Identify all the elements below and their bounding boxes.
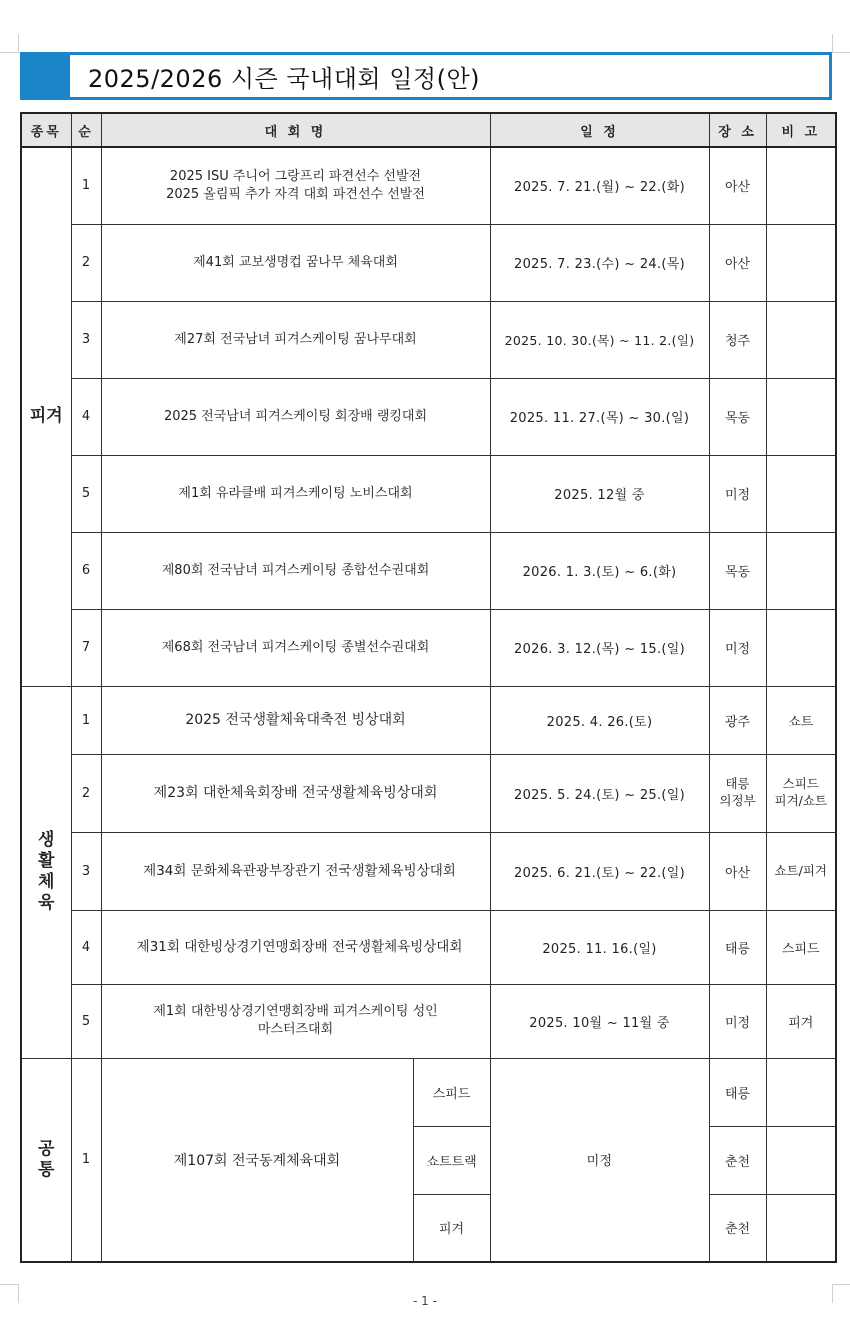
event-date: 2026. 1. 3.(토) ~ 6.(화) (490, 532, 709, 609)
header-venue: 장 소 (709, 113, 766, 147)
event-name: 제41회 교보생명컵 꿈나무 체육대회 (101, 224, 490, 301)
table-row (21, 147, 836, 224)
event-date: 2025. 5. 24.(토) ~ 25.(일) (490, 754, 709, 832)
category-recreational: 생 활 체 육 (21, 686, 71, 1058)
event-date: 2025. 10월 ~ 11월 중 (490, 984, 709, 1058)
row-no: 3 (71, 301, 101, 378)
row-no: 1 (71, 686, 101, 754)
event-venue: 청주 (709, 301, 766, 378)
event-date: 2025. 12월 중 (490, 455, 709, 532)
event-note: 피겨 (766, 984, 836, 1058)
event-venue: 목동 (709, 378, 766, 455)
event-venue: 춘천 (709, 1194, 766, 1262)
event-date: 2025. 11. 16.(일) (490, 910, 709, 984)
header-row (21, 113, 836, 147)
page-title: 2025/2026 시즌 국내대회 일정(안) (88, 64, 481, 93)
event-note: 스피드 피겨/쇼트 (766, 754, 836, 832)
table-row (21, 686, 836, 754)
event-name: 제31회 대한빙상경기연맹회장배 전국생활체육빙상대회 (101, 910, 490, 984)
crop-mark-top-left (0, 34, 19, 53)
event-note (766, 147, 836, 224)
title-accent-bar (22, 55, 70, 97)
event-name: 2025 ISU 주니어 그랑프리 파견선수 선발전 2025 올림픽 추가 자격 대회 파견선수 선발전 (101, 147, 490, 224)
event-name: 제34회 문화체육관광부장관기 전국생활체육빙상대회 (101, 832, 490, 910)
event-venue: 태릉 의정부 (709, 754, 766, 832)
schedule-table (20, 112, 837, 1263)
event-note (766, 609, 836, 686)
event-note (766, 224, 836, 301)
table-row (21, 532, 836, 609)
table-row (21, 224, 836, 301)
event-name: 2025 전국생활체육대축전 빙상대회 (101, 686, 490, 754)
event-venue: 광주 (709, 686, 766, 754)
event-date: 2025. 7. 21.(월) ~ 22.(화) (490, 147, 709, 224)
category-common: 공 통 (21, 1058, 71, 1262)
event-note: 쇼트/피겨 (766, 832, 836, 910)
event-name: 제27회 전국남녀 피겨스케이팅 꿈나무대회 (101, 301, 490, 378)
row-no: 7 (71, 609, 101, 686)
event-date: 미정 (490, 1058, 709, 1262)
header-date: 일 정 (490, 113, 709, 147)
table-row (21, 832, 836, 910)
event-note: 스피드 (766, 910, 836, 984)
page-number: - 1 - (413, 1294, 437, 1308)
event-venue: 미정 (709, 984, 766, 1058)
event-name: 제23회 대한체육회장배 전국생활체육빙상대회 (101, 754, 490, 832)
header-category: 종목 (21, 113, 71, 147)
table-row (21, 754, 836, 832)
event-date: 2025. 7. 23.(수) ~ 24.(목) (490, 224, 709, 301)
row-no: 1 (71, 147, 101, 224)
header-note: 비 고 (766, 113, 836, 147)
table-row (21, 984, 836, 1058)
event-note (766, 532, 836, 609)
event-name: 제68회 전국남녀 피겨스케이팅 종별선수권대회 (101, 609, 490, 686)
sub-event: 쇼트트랙 (413, 1126, 490, 1194)
event-venue: 아산 (709, 147, 766, 224)
row-no: 1 (71, 1058, 101, 1262)
event-note: 쇼트 (766, 686, 836, 754)
table-row (21, 455, 836, 532)
event-name: 2025 전국남녀 피겨스케이팅 회장배 랭킹대회 (101, 378, 490, 455)
event-name: 제80회 전국남녀 피겨스케이팅 종합선수권대회 (101, 532, 490, 609)
event-venue: 아산 (709, 832, 766, 910)
row-no: 6 (71, 532, 101, 609)
event-date: 2026. 3. 12.(목) ~ 15.(일) (490, 609, 709, 686)
event-date: 2025. 10. 30.(목) ~ 11. 2.(일) (490, 301, 709, 378)
table-row (21, 378, 836, 455)
event-note (766, 1194, 836, 1262)
event-name: 제107회 전국동계체육대회 (101, 1058, 413, 1262)
event-venue: 미정 (709, 455, 766, 532)
table-row (21, 1058, 836, 1126)
row-no: 3 (71, 832, 101, 910)
table-row (21, 910, 836, 984)
crop-mark-top-right (832, 34, 850, 53)
event-venue: 미정 (709, 609, 766, 686)
row-no: 4 (71, 378, 101, 455)
sub-event: 피겨 (413, 1194, 490, 1262)
row-no: 4 (71, 910, 101, 984)
sub-event: 스피드 (413, 1058, 490, 1126)
table-row (21, 609, 836, 686)
row-no: 2 (71, 224, 101, 301)
event-note (766, 1126, 836, 1194)
event-venue: 아산 (709, 224, 766, 301)
event-venue: 태릉 (709, 910, 766, 984)
event-name: 제1회 유라클배 피겨스케이팅 노비스대회 (101, 455, 490, 532)
title-banner (20, 52, 832, 100)
event-note (766, 1058, 836, 1126)
event-note (766, 378, 836, 455)
event-venue: 태릉 (709, 1058, 766, 1126)
event-venue: 춘천 (709, 1126, 766, 1194)
header-name: 대 회 명 (101, 113, 490, 147)
event-name: 제1회 대한빙상경기연맹회장배 피겨스케이팅 성인 마스터즈대회 (101, 984, 490, 1058)
event-date: 2025. 4. 26.(토) (490, 686, 709, 754)
event-note (766, 301, 836, 378)
row-no: 5 (71, 455, 101, 532)
row-no: 5 (71, 984, 101, 1058)
event-date: 2025. 11. 27.(목) ~ 30.(일) (490, 378, 709, 455)
category-figure: 피겨 (21, 147, 71, 686)
row-no: 2 (71, 754, 101, 832)
table-row (21, 301, 836, 378)
event-date: 2025. 6. 21.(토) ~ 22.(일) (490, 832, 709, 910)
event-note (766, 455, 836, 532)
header-order: 순 (71, 113, 101, 147)
event-venue: 목동 (709, 532, 766, 609)
